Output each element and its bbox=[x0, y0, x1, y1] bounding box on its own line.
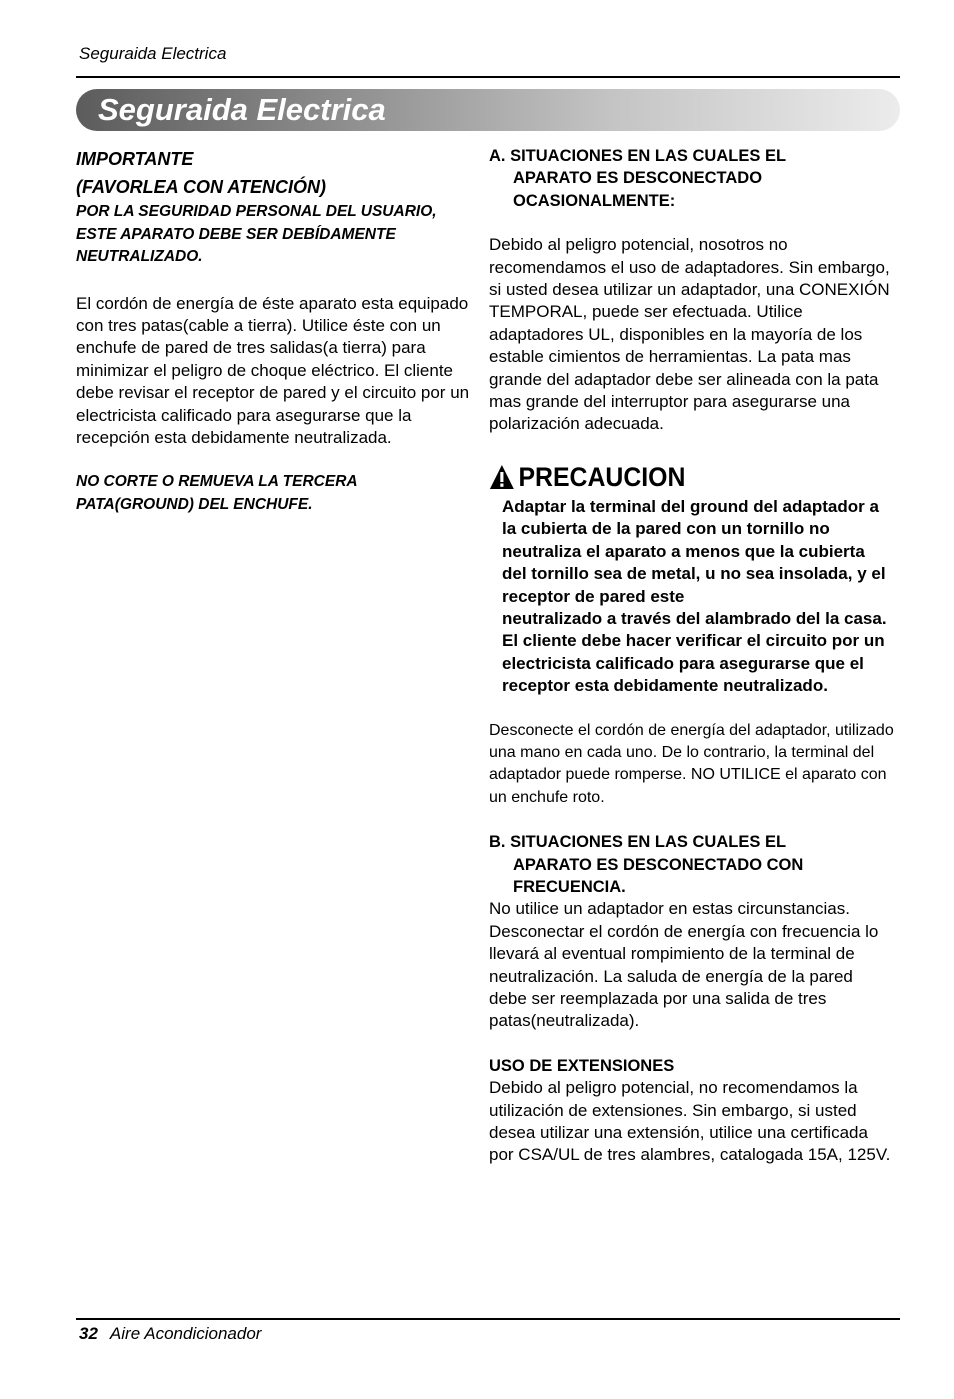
important-heading: IMPORTANTE bbox=[76, 149, 194, 169]
caution-title: PRECAUCION bbox=[518, 461, 686, 492]
section-a-heading bbox=[489, 145, 894, 212]
caution-heading bbox=[489, 460, 862, 494]
section-b-label: B. SITUACIONES EN LAS CUALES EL bbox=[489, 833, 787, 852]
banner-title: Seguraida Electrica bbox=[98, 92, 386, 127]
section-banner bbox=[76, 89, 900, 131]
extensions-heading: USO DE EXTENSIONES bbox=[489, 1056, 675, 1075]
right-column bbox=[489, 145, 894, 1167]
caution-body bbox=[489, 496, 894, 698]
section-a-text: Debido al peligro potencial, nosotros no recomendamos el uso de adaptadores. Sin embargo, si usted desea utilizar un adaptador, una CONEXIÓN TEMPORAL, puede ser efectuada. Utilice adaptadores UL, disponibles en la mayoría de los estable cimientos de herramientas. La pata mas grande del adaptador debe ser alineada con la pata mas grande del interruptor para asegurarse una polarización adecuada. bbox=[489, 235, 890, 434]
section-a-heading-cont: APARATO ES DESCONECTADO OCASIONALMENTE: bbox=[513, 169, 763, 210]
section-b-text: No utilice un adaptador en estas circunstancias. Desconectar el cordón de energía con frecuencia lo llevará al eventual rompimiento de la terminal de neutralización. La saluda de energía de la pared debe ser reemplazada por una salida de tres patas(neutralizada). bbox=[489, 899, 879, 1031]
section-b-heading-cont: APARATO ES DESCONECTADO CON FRECUENCIA. bbox=[513, 855, 804, 896]
running-header: Seguraida Electrica bbox=[79, 44, 227, 63]
extensions-text: Debido al peligro potencial, no recomendamos la utilización de extensiones. Sin embargo, si usted desea utilizar una extensión, utilice una certificada por CSA/UL de tres alambres, catalogada 15A, 125V. bbox=[489, 1078, 891, 1165]
footer-title: Aire Acondicionador bbox=[109, 1324, 262, 1343]
disconnect-text: Desconecte el cordón de energía del adaptador, utilizado una mano en cada uno. De lo contrario, la terminal del adaptador puede romperse. NO UTILICE el aparato con un enchufe roto. bbox=[489, 721, 894, 806]
section-b-heading bbox=[489, 831, 894, 898]
ground-notice: NO CORTE O REMUEVA LA TERCERA PATA(GROUND) DEL ENCHUFE. bbox=[76, 473, 358, 513]
cord-paragraph: El cordón de energía de éste aparato esta equipado con tres patas(cable a tierra). Utilice éste con un enchufe de pared de tres salidas(a tierra) para minimizar el peligro de choque eléctrico. El cliente debe revisar el receptor de pared y el circuito por un electricista calificado para asegurarse que la recepción esta debidamente neutralizada. bbox=[76, 293, 470, 447]
left-column bbox=[76, 145, 476, 516]
caution-text-2: neutralizado a través del alambrado del la casa. El cliente debe hacer verificar el circuito por un electricista calificado para asegurarse que el receptor esta debidamente neutralizado. bbox=[502, 608, 887, 696]
important-subheading: (FAVORLEA CON ATENCIÓN) bbox=[76, 177, 326, 197]
warning-triangle-icon bbox=[489, 464, 515, 490]
footer bbox=[79, 1324, 261, 1344]
safety-notice: POR LA SEGURIDAD PERSONAL DEL USUARIO, ESTE APARATO DEBE SER DEBÍDAMENTE NEUTRALIZADO. bbox=[76, 203, 437, 265]
section-a-label: A. SITUACIONES EN LAS CUALES EL bbox=[489, 147, 787, 165]
page-number: 32 bbox=[79, 1324, 98, 1343]
caution-text-1: Adaptar la terminal del ground del adaptador a la cubierta de la pared con un tornillo no neutraliza el aparato a menos que la cubierta del tornillo sea de metal, u no sea insolada, y el receptor de pared este bbox=[502, 496, 886, 606]
footer-rule bbox=[76, 1318, 900, 1320]
header-rule bbox=[76, 76, 900, 78]
